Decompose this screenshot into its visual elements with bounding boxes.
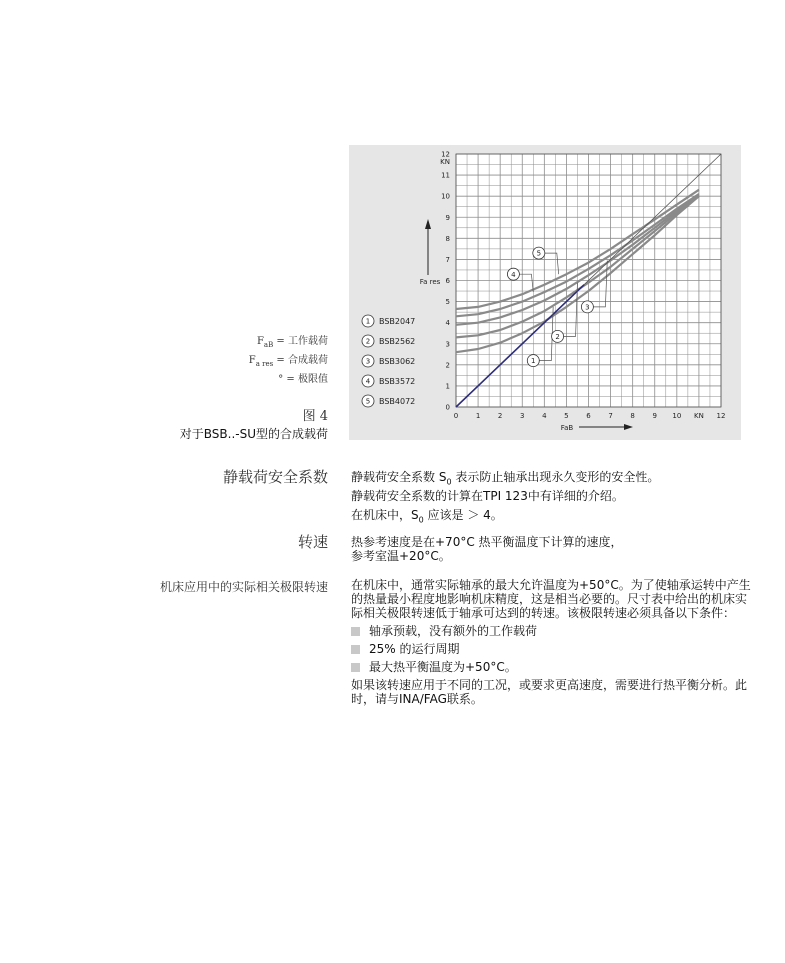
legend-entry-label: BSB3572 xyxy=(379,377,416,386)
square-bullet-icon xyxy=(351,663,360,672)
curve-marker-number: 1 xyxy=(531,357,536,366)
legend-entry-label: BSB3062 xyxy=(379,357,416,366)
legend-marker-number: 5 xyxy=(365,397,371,406)
legend-marker-number: 1 xyxy=(365,317,371,326)
definition-fares: $F_{a res}$ = 合成载荷 xyxy=(248,355,328,368)
speed-line-2: 参考室温+20°C。 xyxy=(351,549,451,563)
curve-marker-number: 2 xyxy=(555,332,560,341)
y-tick-label: 5 xyxy=(445,298,450,307)
symbol-definitions xyxy=(150,334,328,387)
legend-marker-number: 4 xyxy=(365,377,371,386)
x-tick-label: 5 xyxy=(564,412,569,420)
list-item: 最大热平衡温度为+50°C。 xyxy=(351,660,751,674)
definition-fab: $F_{aB}$ = 工作载荷 xyxy=(256,336,328,349)
square-bullet-icon xyxy=(351,645,360,654)
x-tick-label: 12 xyxy=(716,412,726,420)
definition-text: 工作载荷 xyxy=(288,336,328,347)
x-tick-label: KN xyxy=(694,412,704,420)
list-item: 25% 的运行周期 xyxy=(351,642,751,656)
curve-marker-number: 5 xyxy=(536,249,542,258)
x-tick-label: 4 xyxy=(542,412,547,420)
curve-marker-number: 3 xyxy=(585,303,590,312)
list-item: 轴承预载，没有额外的工作载荷 xyxy=(351,624,751,638)
heading-limiting-speed: 机床应用中的实际相关极限转速 xyxy=(159,580,328,594)
y-tick-label: 0 xyxy=(445,403,450,412)
x-tick-label: 6 xyxy=(586,412,591,420)
limit-paragraph-1: 在机床中，通常实际轴承的最大允许温度为+50°C。为了使轴承运转中产生的热量最小程度地影响机床精度，这是相当必要的。尺寸表中给出的机床实际相关极限转速低于轴承可达到的转速。该极限转速必须具备以下条件： xyxy=(351,578,751,620)
y-tick-label: 4 xyxy=(445,319,450,328)
legend-marker-number: 3 xyxy=(365,357,371,366)
section-limiting-speed xyxy=(351,578,751,706)
curve-marker-number: 4 xyxy=(511,270,516,279)
figure-caption: 对于BSB..-SU型的合成载荷 xyxy=(179,427,328,441)
x-tick-label: 8 xyxy=(630,412,635,420)
y-tick-label: 7 xyxy=(445,255,450,264)
static-line-2: 静载荷安全系数的计算在TPI 123中有详细的介绍。 xyxy=(351,489,624,504)
legend-entry-label: BSB4072 xyxy=(379,397,416,406)
x-axis-label: FaB xyxy=(560,424,574,432)
definition-limit: ° = 极限值 xyxy=(278,374,328,385)
y-unit-label: KN xyxy=(440,158,450,166)
x-tick-label: 3 xyxy=(520,412,525,420)
legend-marker-number: 2 xyxy=(365,337,371,346)
x-tick-label: 9 xyxy=(652,412,657,420)
speed-line-1: 热参考速度是在+70°C 热平衡温度下计算的速度， xyxy=(351,535,623,549)
y-tick-label: 3 xyxy=(445,340,450,349)
static-line-1: 静载荷安全系数 $S_0$ 表示防止轴承出现永久变形的安全性。 xyxy=(351,470,660,487)
y-tick-label: 1 xyxy=(445,382,450,391)
legend-entry-label: BSB2047 xyxy=(379,317,416,326)
definition-text: 极限值 xyxy=(298,374,328,385)
y-axis-label: Fa res xyxy=(419,278,441,286)
y-tick-label: 11 xyxy=(441,171,450,180)
section-static-safety-factor xyxy=(351,470,751,532)
static-line-3: 在机床中，$S_0$ 应该是 ＞ 4。 xyxy=(351,508,503,525)
square-bullet-icon xyxy=(351,627,360,636)
chart-svg xyxy=(349,145,741,440)
y-tick-label: 6 xyxy=(445,277,450,285)
heading-speed: 转速 xyxy=(297,533,328,551)
resultant-load-chart xyxy=(349,145,741,440)
y-tick-label: 2 xyxy=(445,361,450,370)
definition-text: 合成载荷 xyxy=(288,355,328,366)
x-tick-label: 2 xyxy=(497,412,503,420)
heading-static-safety-factor: 静载荷安全系数 xyxy=(222,468,328,486)
figure-number: 图 4 xyxy=(302,409,328,424)
x-tick-label: 1 xyxy=(475,412,481,420)
legend-entry-label: BSB2562 xyxy=(379,337,416,346)
y-tick-label: 10 xyxy=(441,192,450,201)
x-tick-label: 7 xyxy=(608,412,613,420)
x-tick-label: 10 xyxy=(672,412,682,420)
x-axis-arrow-head xyxy=(624,424,633,430)
section-speed xyxy=(351,535,751,563)
x-tick-label: 0 xyxy=(453,412,459,420)
y-axis-arrow-head xyxy=(425,219,431,229)
y-tick-label: 8 xyxy=(445,234,450,243)
y-tick-label: 12 xyxy=(441,150,450,159)
y-tick-label: 9 xyxy=(445,213,450,222)
limit-paragraph-2: 如果该转速应用于不同的工况，或要求更高速度，需要进行热平衡分析。此时，请与INA/FAG联系。 xyxy=(351,678,748,706)
